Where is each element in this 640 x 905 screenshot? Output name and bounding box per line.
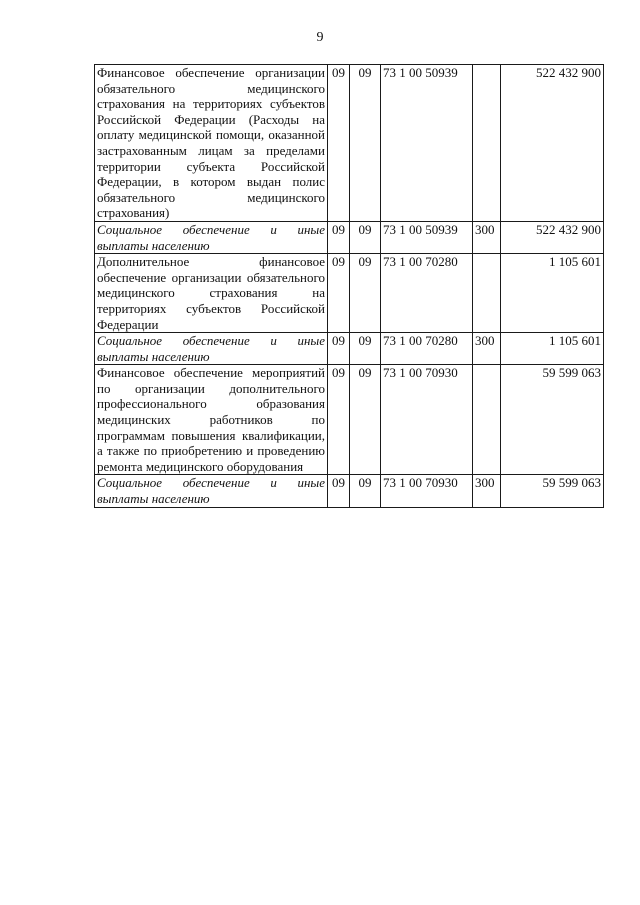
expense-name-line2: выплаты населению bbox=[97, 237, 210, 253]
expense-name-line1: Социальное обеспечение и иные bbox=[97, 333, 325, 349]
table-row bbox=[95, 65, 604, 222]
table-row bbox=[95, 475, 604, 507]
amount: 59 599 063 bbox=[501, 365, 604, 475]
expense-name-line1: Социальное обеспечение и иные bbox=[97, 475, 325, 491]
page-number: 9 bbox=[316, 30, 324, 45]
expense-type-code bbox=[473, 65, 501, 222]
section-code: 09 bbox=[328, 333, 350, 365]
section-code: 09 bbox=[328, 365, 350, 475]
target-article-code: 73 1 00 70930 bbox=[381, 475, 473, 507]
amount: 522 432 900 bbox=[501, 221, 604, 253]
table-row bbox=[95, 365, 604, 475]
target-article-code: 73 1 00 50939 bbox=[381, 65, 473, 222]
table-row bbox=[95, 254, 604, 333]
target-article-code: 73 1 00 50939 bbox=[381, 221, 473, 253]
table-row bbox=[95, 221, 604, 253]
expense-name-line1: Социальное обеспечение и иные bbox=[97, 221, 325, 237]
table-row bbox=[95, 333, 604, 365]
expense-type-code: 300 bbox=[473, 221, 501, 253]
expense-name bbox=[95, 333, 328, 365]
section-code: 09 bbox=[328, 65, 350, 222]
expense-name-line2: выплаты населению bbox=[97, 348, 210, 364]
target-article-code: 73 1 00 70280 bbox=[381, 333, 473, 365]
expense-name bbox=[95, 221, 328, 253]
section-code: 09 bbox=[328, 221, 350, 253]
target-article-code: 73 1 00 70930 bbox=[381, 365, 473, 475]
section-code: 09 bbox=[328, 254, 350, 333]
expense-name bbox=[95, 475, 328, 507]
subsection-code: 09 bbox=[350, 221, 381, 253]
expense-type-code bbox=[473, 365, 501, 475]
amount: 522 432 900 bbox=[501, 65, 604, 222]
expense-type-code: 300 bbox=[473, 475, 501, 507]
subsection-code: 09 bbox=[350, 365, 381, 475]
expense-name: Дополнительное финансовое обеспечение организации обязательного медицинского страхования на территориях субъектов Российской Федерации bbox=[95, 254, 328, 333]
expense-name: Финансовое обеспечение организации обязательного медицинского страхования на территориях субъектов Российской Федерации (Расходы на оплату медицинской помощи, оказанной застрахованным лицам за пределами территории субъекта Российской Федерации, в котором выдан полис обязательного медицинского страхования) bbox=[95, 65, 328, 222]
amount: 1 105 601 bbox=[501, 333, 604, 365]
subsection-code: 09 bbox=[350, 65, 381, 222]
subsection-code: 09 bbox=[350, 333, 381, 365]
expense-type-code: 300 bbox=[473, 333, 501, 365]
expense-name: Финансовое обеспечение мероприятий по организации дополнительного профессионального образования медицинских работников по программам повышения квалификации, а также по приобретению и проведению ремонта медицинского оборудования bbox=[95, 365, 328, 475]
section-code: 09 bbox=[328, 475, 350, 507]
subsection-code: 09 bbox=[350, 254, 381, 333]
budget-table bbox=[94, 64, 604, 508]
expense-type-code bbox=[473, 254, 501, 333]
amount: 1 105 601 bbox=[501, 254, 604, 333]
subsection-code: 09 bbox=[350, 475, 381, 507]
target-article-code: 73 1 00 70280 bbox=[381, 254, 473, 333]
amount: 59 599 063 bbox=[501, 475, 604, 507]
expense-name-line2: выплаты населению bbox=[97, 491, 210, 507]
